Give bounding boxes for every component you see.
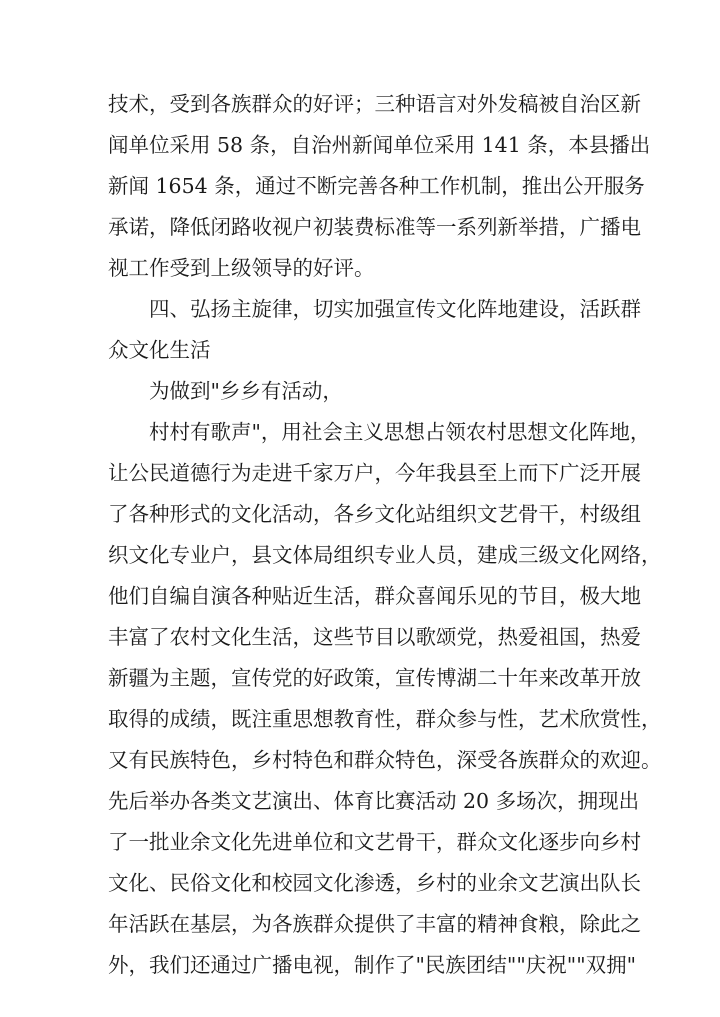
text-line: 年活跃在基层，为各族群众提供了丰富的精神食粮，除此之 [108,912,641,936]
section-heading-line: 四、弘扬主旋律，切实加强宣传文化阵地建设，活跃群 [149,297,641,321]
text-line: 外，我们还通过广播电视，制作了"民族团结""庆祝""双拥" [108,953,637,977]
text-line: 了一批业余文化先进单位和文艺骨干，群众文化逐步向乡村 [108,830,641,854]
text-line: 为做到"乡乡有活动， [149,379,343,403]
text-line: 承诺，降低闭路收视户初装费标准等一系列新举措，广播电 [108,215,641,239]
text-line: 织文化专业户，县文体局组织专业人员，建成三级文化网络， [108,543,662,567]
text-line: 丰富了农村文化生活，这些节目以歌颂党，热爱祖国，热爱 [108,625,641,649]
text-line: 让公民道德行为走进千家万户，今年我县至上而下广泛开展 [108,461,641,485]
text-line: 技术，受到各族群众的好评；三种语言对外发稿被自治区新 [108,92,641,116]
text-line: 文化、民俗文化和校园文化渗透，乡村的业余文艺演出队长 [108,871,641,895]
text-line: 了各种形式的文化活动，各乡文化站组织文艺骨干，村级组 [108,502,641,526]
text-line: 闻单位采用 58 条，自治州新闻单位采用 141 条，本县播出 [108,133,651,157]
text-line: 村村有歌声"，用社会主义思想占领农村思想文化阵地， [149,420,651,444]
body-text [108,84,662,986]
text-line: 新疆为主题，宣传党的好政策，宣传博湖二十年来改革开放 [108,666,641,690]
text-line: 他们自编自演各种贴近生活，群众喜闻乐见的节目，极大地 [108,584,641,608]
section-heading-line: 众文化生活 [108,338,211,362]
text-line: 又有民族特色，乡村特色和群众特色，深受各族群众的欢迎。 [108,748,662,772]
text-line: 新闻 1654 条，通过不断完善各种工作机制，推出公开服务 [108,174,645,198]
text-line: 取得的成绩，既注重思想教育性，群众参与性，艺术欣赏性， [108,707,662,731]
text-line: 视工作受到上级领导的好评。 [108,256,375,280]
text-line: 先后举办各类文艺演出、体育比赛活动 20 多场次，拥现出 [108,789,640,813]
